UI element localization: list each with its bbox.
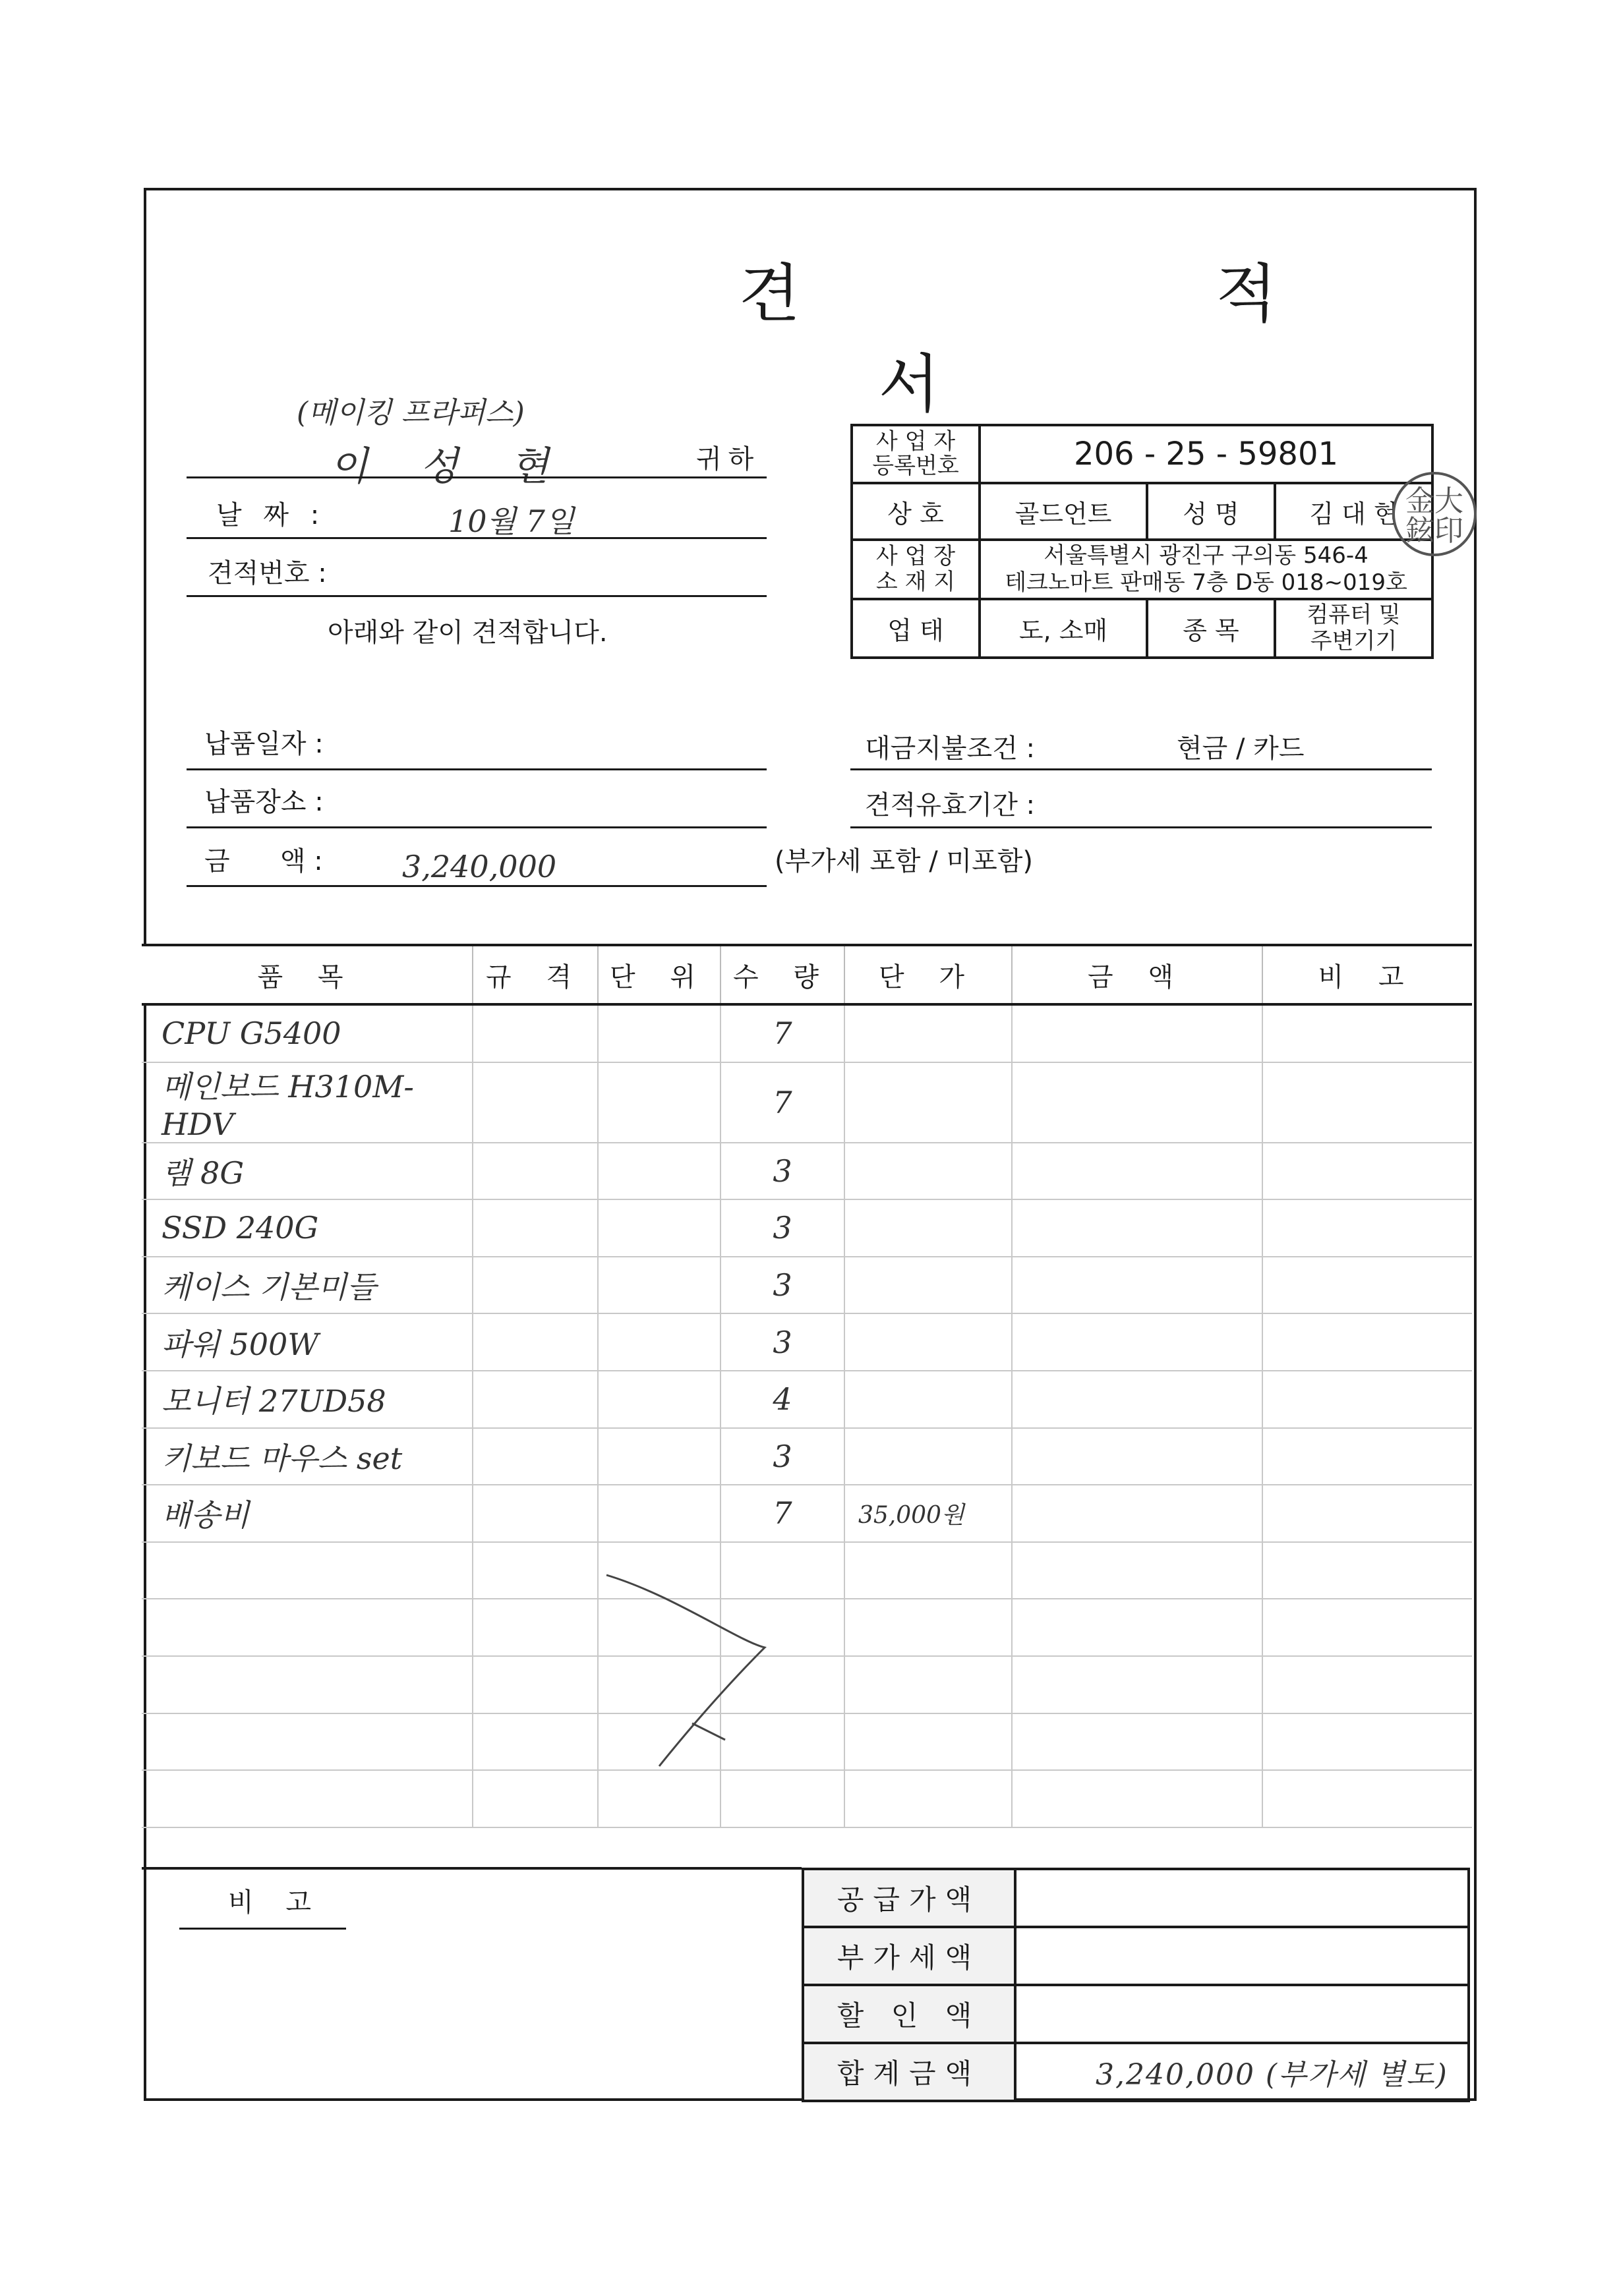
cell-unit: [598, 1313, 721, 1371]
cell-name: 케이스 기본미들: [142, 1257, 473, 1314]
cell-name: 파워 500W: [142, 1313, 473, 1371]
item-label: 종 목: [1147, 599, 1275, 658]
cell-spec: [473, 1713, 598, 1771]
cell-price: [844, 1428, 1012, 1485]
table-row: [142, 1485, 1472, 1542]
rep-name-cell: [1275, 483, 1463, 548]
table-row: [142, 1004, 1472, 1062]
cell-note: [1262, 1371, 1472, 1428]
cell-unit: [598, 1199, 721, 1257]
cell-note: [1262, 1770, 1472, 1827]
cell-note: [1262, 1313, 1472, 1371]
cell-name: [142, 1770, 473, 1827]
biz-label: 업 태: [852, 599, 980, 658]
amount-value: 3,240,000: [402, 849, 557, 884]
cell-name: CPU G5400: [142, 1004, 473, 1062]
cell-name: 키보드 마우스 set: [142, 1428, 473, 1485]
cell-amount: [1012, 1143, 1262, 1200]
col-header-unit: 단 위: [598, 945, 721, 1004]
cell-qty: 3: [721, 1199, 844, 1257]
col-header-item: 품 목: [142, 945, 473, 1004]
rule: [187, 885, 767, 887]
cell-note: [1262, 1656, 1472, 1713]
table-row: [142, 1713, 1472, 1771]
cell-name: 배송비: [142, 1485, 473, 1542]
table-row: [142, 1599, 1472, 1656]
cell-price: [844, 1713, 1012, 1771]
cell-price: [844, 1257, 1012, 1314]
amount-label: 금 액 :: [204, 846, 323, 876]
cell-amount: [1012, 1770, 1262, 1827]
cell-price: [844, 1542, 1012, 1599]
table-row: [142, 1257, 1472, 1314]
cell-spec: [473, 1656, 598, 1713]
cell-name: 램 8G: [142, 1143, 473, 1200]
cell-unit: [598, 1371, 721, 1428]
cell-note: [1262, 1542, 1472, 1599]
cell-spec: [473, 1143, 598, 1200]
discount-amount-value: [1015, 1985, 1469, 2043]
trade-label: 상 호: [852, 483, 980, 540]
rule: [187, 768, 767, 770]
cell-unit: [598, 1143, 721, 1200]
cell-spec: [473, 1313, 598, 1371]
cell-qty: 3: [721, 1313, 844, 1371]
total-amount-value: 3,240,000 (부가세 별도): [1015, 2043, 1469, 2101]
cell-unit: [598, 1428, 721, 1485]
svg-text:金大: 金大: [1405, 484, 1463, 518]
cell-amount: [1012, 1371, 1262, 1428]
cell-qty: 7: [721, 1485, 844, 1542]
vat-amount-label: 부가세액: [803, 1927, 1015, 1985]
delivery-date-label: 납품일자 :: [204, 729, 324, 759]
table-row: [142, 1313, 1472, 1371]
cell-qty: 7: [721, 1004, 844, 1062]
cell-amount: [1012, 1062, 1262, 1143]
cell-note: [1262, 1428, 1472, 1485]
rule: [850, 826, 1432, 828]
supply-amount-label: 공급가액: [803, 1869, 1015, 1927]
statement-text: 아래와 같이 견적합니다.: [328, 617, 608, 648]
recipient-name: 이 성 현: [330, 444, 569, 490]
discount-amount-label: 할 인 액: [803, 1985, 1015, 2043]
cell-price: [844, 1770, 1012, 1827]
cell-amount: [1012, 1428, 1262, 1485]
table-row: [142, 1199, 1472, 1257]
cell-amount: [1012, 1713, 1262, 1771]
cell-name: [142, 1599, 473, 1656]
table-row: [142, 1770, 1472, 1827]
cell-amount: [1012, 1656, 1262, 1713]
payment-value: 현금 / 카드: [1177, 733, 1305, 764]
addr-label: 사 업 장 소 재 지: [852, 540, 980, 599]
vat-amount-value: [1015, 1927, 1469, 1985]
cell-qty: 4: [721, 1371, 844, 1428]
svg-text:鉉印: 鉉印: [1405, 514, 1463, 548]
supply-amount-value: [1015, 1869, 1469, 1927]
cell-qty: 7: [721, 1062, 844, 1143]
cell-name: 메인보드 H310M-HDV: [142, 1062, 473, 1143]
cell-price: [844, 1062, 1012, 1143]
cell-name: [142, 1656, 473, 1713]
strike-mark-icon: [593, 1568, 791, 1779]
cell-spec: [473, 1371, 598, 1428]
trade-name: 골드언트: [980, 483, 1147, 540]
rule: [187, 476, 767, 478]
date-label: 날 짜 :: [216, 500, 326, 531]
recipient-company: (메이킹 프라퍼스): [297, 396, 525, 430]
cell-note: [1262, 1199, 1472, 1257]
quote-no-label: 견적번호 :: [208, 558, 327, 588]
rule: [179, 1928, 346, 1930]
cell-unit: [598, 1485, 721, 1542]
cell-spec: [473, 1770, 598, 1827]
biz-type: 도, 소매: [980, 599, 1147, 658]
cell-name: SSD 240G: [142, 1199, 473, 1257]
cell-price: [844, 1199, 1012, 1257]
cell-note: [1262, 1004, 1472, 1062]
cell-name: [142, 1713, 473, 1771]
cell-note: [1262, 1143, 1472, 1200]
biz-item: 컴퓨터 및 주변기기: [1275, 599, 1432, 658]
table-row: [142, 1143, 1472, 1200]
cell-spec: [473, 1062, 598, 1143]
cell-amount: [1012, 1542, 1262, 1599]
cell-amount: [1012, 1485, 1262, 1542]
addr-cell: [980, 540, 1432, 599]
rule: [142, 1867, 802, 1870]
col-header-qty: 수 량: [721, 945, 844, 1004]
cell-amount: [1012, 1199, 1262, 1257]
cell-note: [1262, 1257, 1472, 1314]
cell-price: [844, 1656, 1012, 1713]
cell-qty: 3: [721, 1428, 844, 1485]
reg-label: 사 업 자 등록번호: [852, 425, 980, 483]
rule: [187, 537, 767, 539]
table-row: [142, 1542, 1472, 1599]
rule: [187, 595, 767, 597]
rule: [850, 768, 1432, 770]
cell-spec: [473, 1004, 598, 1062]
table-row: [142, 1371, 1472, 1428]
cell-name: [142, 1542, 473, 1599]
cell-spec: [473, 1199, 598, 1257]
cell-qty: 3: [721, 1143, 844, 1200]
table-row: [142, 1428, 1472, 1485]
cell-unit: [598, 1004, 721, 1062]
addr-line2: 테크노마트 판매동 7층 D동 018~019호: [1005, 569, 1407, 596]
supplier-info-table: [850, 424, 1463, 659]
table-row: [142, 1656, 1472, 1713]
cell-unit: [598, 1257, 721, 1314]
table-row: [142, 1062, 1472, 1143]
rep-label: 성 명: [1147, 483, 1275, 540]
reg-no: 206 - 25 - 59801: [980, 425, 1432, 483]
cell-price: [844, 1599, 1012, 1656]
cell-amount: [1012, 1599, 1262, 1656]
cell-amount: [1012, 1004, 1262, 1062]
cell-note: [1262, 1599, 1472, 1656]
cell-note: [1262, 1062, 1472, 1143]
cell-note: [1262, 1713, 1472, 1771]
totals-table: [802, 1868, 1470, 2102]
items-header-row: [142, 945, 1472, 1004]
cell-spec: [473, 1428, 598, 1485]
col-header-spec: 규 격: [473, 945, 598, 1004]
cell-price: [844, 1313, 1012, 1371]
cell-spec: [473, 1485, 598, 1542]
cell-price: 35,000원: [844, 1485, 1012, 1542]
cell-qty: 3: [721, 1257, 844, 1314]
vat-note: (부가세 포함 / 미포함): [775, 846, 1033, 876]
addr-line1: 서울특별시 광진구 구의동 546-4: [1044, 542, 1369, 569]
delivery-place-label: 납품장소 :: [204, 787, 324, 817]
date-value: 10월 7일: [448, 503, 575, 539]
total-amount-label: 합계금액: [803, 2043, 1015, 2101]
cell-price: [844, 1143, 1012, 1200]
cell-price: [844, 1004, 1012, 1062]
recipient-honorific: 귀하: [696, 444, 761, 474]
cell-unit: [598, 1062, 721, 1143]
cell-amount: [1012, 1313, 1262, 1371]
seal-stamp-icon: [1388, 465, 1481, 563]
cell-spec: [473, 1257, 598, 1314]
cell-spec: [473, 1599, 598, 1656]
validity-label: 견적유효기간 :: [865, 790, 1036, 820]
col-header-note: 비 고: [1262, 945, 1472, 1004]
rule: [187, 826, 767, 828]
items-table: [142, 944, 1472, 1828]
cell-amount: [1012, 1257, 1262, 1314]
remarks-label: 비 고: [228, 1887, 323, 1918]
cell-price: [844, 1371, 1012, 1428]
document-title: 견 적 서: [739, 257, 1475, 421]
cell-spec: [473, 1542, 598, 1599]
col-header-amount: 금 액: [1012, 945, 1262, 1004]
cell-name: 모니터 27UD58: [142, 1371, 473, 1428]
payment-label: 대금지불조건 :: [865, 733, 1036, 764]
rep-name: 김 대 현: [1309, 499, 1398, 529]
col-header-unit-price: 단 가: [844, 945, 1012, 1004]
cell-note: [1262, 1485, 1472, 1542]
